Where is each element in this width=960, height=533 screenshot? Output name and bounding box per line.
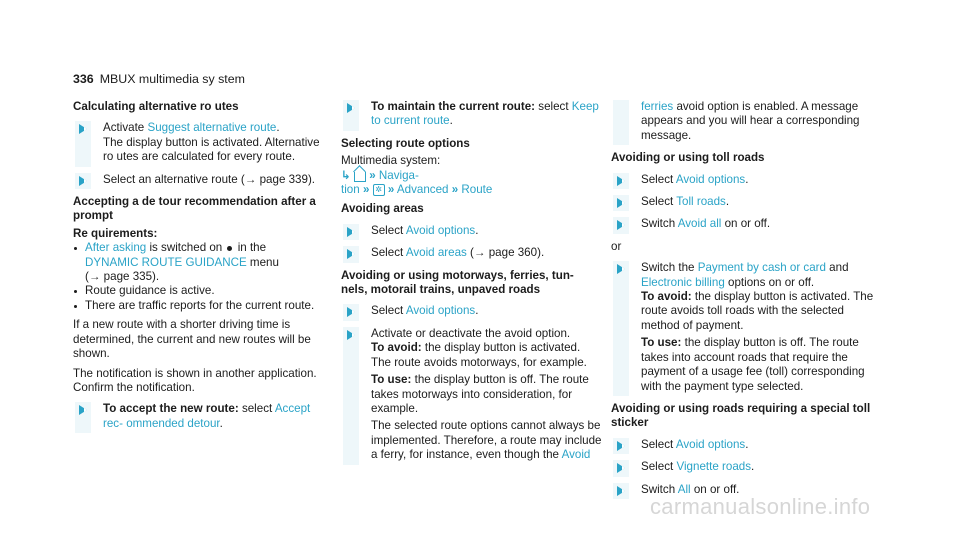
step-text: . — [745, 172, 749, 186]
step-text: . — [219, 416, 223, 430]
step-arrow-icon — [79, 176, 87, 186]
to-use-text: the display button is off. The route takes into account roads that require the payment of a usage fee (toll) corresponding with the payment type selected. — [641, 336, 865, 393]
link-avoid-options[interactable]: Avoid options — [405, 304, 476, 318]
page-number: 336 — [73, 72, 94, 86]
step-text: and — [825, 261, 849, 275]
req-text: menu — [246, 255, 279, 269]
requirements-list — [73, 241, 329, 313]
or-separator: or — [611, 239, 622, 253]
link-avoid-options[interactable]: Avoid options — [405, 223, 476, 237]
step-text: Select — [371, 246, 406, 260]
step-select-avoid-areas — [341, 246, 603, 260]
heading-special-toll-sticker: Avoiding or using roads requiring a special toll sticker — [611, 401, 871, 430]
heading-accepting-detour: Accepting a de tour recommendation after a prompt — [73, 195, 316, 223]
step-arrow-icon — [79, 405, 87, 415]
link-keep-to-current-route[interactable]: Keep to current route — [371, 100, 599, 128]
step-text: on or off. — [721, 217, 771, 231]
step-arrow-icon — [347, 330, 355, 340]
link-accept-recommended-detour[interactable]: Accept rec‐ ommended detour — [103, 402, 311, 430]
step-arrow-icon — [347, 103, 355, 113]
watermark: carmanualsonline.info — [650, 494, 871, 519]
navigation-path — [341, 169, 603, 198]
to-avoid-label: To avoid: — [641, 290, 692, 304]
paragraph: The notification is shown in another application. Confirm the notification. — [73, 366, 317, 394]
double-chevron-icon: » — [387, 183, 395, 197]
step-activate-suggest-alternative — [73, 121, 329, 164]
step-select-vignette-roads — [611, 460, 881, 474]
double-chevron-icon: » — [451, 183, 459, 197]
step-bold-label: To accept the new route: — [103, 402, 239, 416]
step-text: Switch — [641, 217, 678, 231]
link-after-asking[interactable]: After asking — [85, 241, 147, 255]
step-select-avoid-options-2 — [341, 304, 603, 318]
step-arrow-icon — [617, 486, 625, 496]
step-text: . — [725, 195, 730, 209]
req-text: is switched on — [146, 241, 226, 255]
step-text: . — [745, 437, 749, 451]
link-vignette-roads[interactable]: Vignette roads — [676, 460, 752, 474]
settings-gear-icon[interactable]: ✲ — [373, 184, 385, 196]
multimedia-system-label: Multimedia system: — [341, 154, 441, 168]
step-text: . — [475, 223, 479, 237]
step-text: options on or off. — [724, 275, 815, 289]
step-arrow-icon — [617, 463, 625, 473]
step-keep-current-route — [341, 100, 603, 129]
to-avoid-label: To avoid: — [371, 341, 422, 355]
step-select-alternative-route — [73, 173, 329, 187]
step-arrow-icon — [347, 227, 355, 237]
link-dynamic-route-guidance[interactable]: DYNAMIC ROUTE GUIDANCE — [85, 255, 247, 269]
req-text: in the — [234, 241, 267, 255]
paragraph: If a new route with a shorter driving time is determined, the current and new routes will be shown. — [73, 318, 311, 361]
step-text: Select an alternative route (→ page 339). — [103, 172, 316, 186]
link-payment-by-cash-or-card[interactable]: Payment by cash or card — [697, 261, 826, 275]
step-arrow-icon — [617, 176, 625, 186]
step-select-avoid-options-2 — [611, 438, 881, 452]
step-arrow-icon — [617, 220, 625, 230]
column-3 — [611, 100, 881, 505]
step-continued-ferries — [611, 100, 881, 143]
list-item: Route guidance is active. — [85, 284, 329, 298]
to-use-label: To use: — [641, 336, 682, 350]
step-text: Select — [371, 223, 406, 237]
step-select-toll-roads — [611, 195, 881, 209]
page-header — [73, 72, 245, 86]
step-text: on or off. — [690, 482, 740, 496]
step-text: (→ page 360). — [466, 246, 545, 260]
link-advanced[interactable]: Advanced — [396, 183, 449, 197]
heading-calculating-alternative-routes: Calculating alternative ro utes — [73, 100, 239, 113]
step-select-avoid-options — [611, 173, 881, 187]
step-arrow-icon — [79, 124, 87, 134]
step-activate-avoid-option — [341, 327, 603, 463]
link-all[interactable]: All — [677, 482, 691, 496]
to-avoid-text: the display button is activated. The route avoids toll roads with the selected method of payment. — [641, 290, 874, 332]
step-text: . — [449, 114, 453, 128]
requirements-label: Re quirements: — [73, 226, 158, 240]
heading-avoiding-motorways: Avoiding or using motorways, ferries, tun‐ nels, motorail trains, unpaved roads — [341, 268, 574, 297]
link-toll-roads[interactable]: Toll roads — [676, 195, 726, 209]
step-description: The display button is activated. Alternative ro utes are calculated for every route. — [103, 135, 320, 164]
double-chevron-icon: » — [369, 168, 376, 182]
column-1 — [73, 100, 329, 439]
menu-path-arrow-icon: ↳ — [341, 168, 351, 182]
to-use-label: To use: — [371, 373, 412, 387]
link-avoid-all[interactable]: Avoid all — [677, 217, 722, 231]
list-item — [85, 241, 329, 284]
step-arrow-icon — [347, 249, 355, 259]
heading-toll-roads: Avoiding or using toll roads — [611, 151, 765, 165]
column-2 — [341, 100, 603, 471]
list-item: There are traffic reports for the current route. — [85, 299, 329, 313]
link-avoid-options[interactable]: Avoid options — [675, 172, 746, 186]
step-bold-label: To maintain the current route: — [371, 100, 536, 113]
page-header-title: MBUX multimedia sy stem — [99, 72, 245, 86]
step-arrow-icon — [617, 441, 625, 451]
req-text: (→ page 335). — [85, 270, 160, 284]
link-avoid-options[interactable]: Avoid options — [675, 437, 746, 451]
step-text: Select — [641, 172, 676, 186]
step-text: Select — [371, 304, 406, 318]
bullet-dot-icon — [227, 246, 232, 251]
double-chevron-icon: » — [362, 183, 370, 197]
step-arrow-icon — [617, 198, 625, 208]
link-ferries[interactable]: ferries — [641, 100, 674, 113]
step-arrow-icon — [617, 264, 625, 274]
step-text: Switch the — [641, 261, 698, 275]
step-text: . — [276, 121, 280, 135]
link-navigation[interactable]: Naviga‐ — [378, 168, 419, 182]
link-route[interactable]: Route — [461, 183, 493, 197]
step-text: select — [535, 100, 572, 113]
link-avoid[interactable]: Avoid — [561, 448, 591, 462]
step-text: Select — [641, 437, 676, 451]
step-text: . — [475, 304, 479, 318]
ferries-text: avoid option is enabled. A message appears and you will hear a corresponding message. — [641, 100, 860, 142]
link-electronic-billing[interactable]: Electronic billing — [641, 275, 725, 289]
link-avoid-areas[interactable]: Avoid areas — [405, 246, 467, 260]
step-text: select — [238, 402, 275, 416]
step-select-avoid-options — [341, 224, 603, 238]
link-navigation-cont[interactable]: tion — [341, 183, 360, 197]
step-text: . — [751, 460, 755, 474]
step-arrow-icon — [347, 307, 355, 317]
step-text: Activate or deactivate the avoid option. — [371, 326, 571, 340]
step-text: Select — [641, 195, 677, 209]
heading-avoiding-areas: Avoiding areas — [341, 202, 424, 216]
heading-selecting-route-options: Selecting route options — [341, 136, 470, 150]
step-text: Select — [641, 460, 677, 474]
step-text: Switch — [641, 482, 678, 496]
link-suggest-alternative-route[interactable]: Suggest alternative route — [147, 121, 277, 135]
step-accept-new-route — [73, 402, 329, 431]
to-avoid-text: the display button is activated. The route avoids motorways, for example. — [371, 341, 587, 369]
step-switch-avoid-all — [611, 217, 881, 231]
home-icon[interactable] — [354, 172, 366, 182]
selected-options-text: The selected route options cannot always be implemented. Therefore, a route may include a ferry, for instance, even though the — [371, 419, 602, 462]
step-text: Activate — [103, 121, 148, 135]
step-switch-payment — [611, 261, 881, 394]
to-use-text: the display button is off. The route takes motorways into consideration, for example. — [371, 373, 589, 415]
